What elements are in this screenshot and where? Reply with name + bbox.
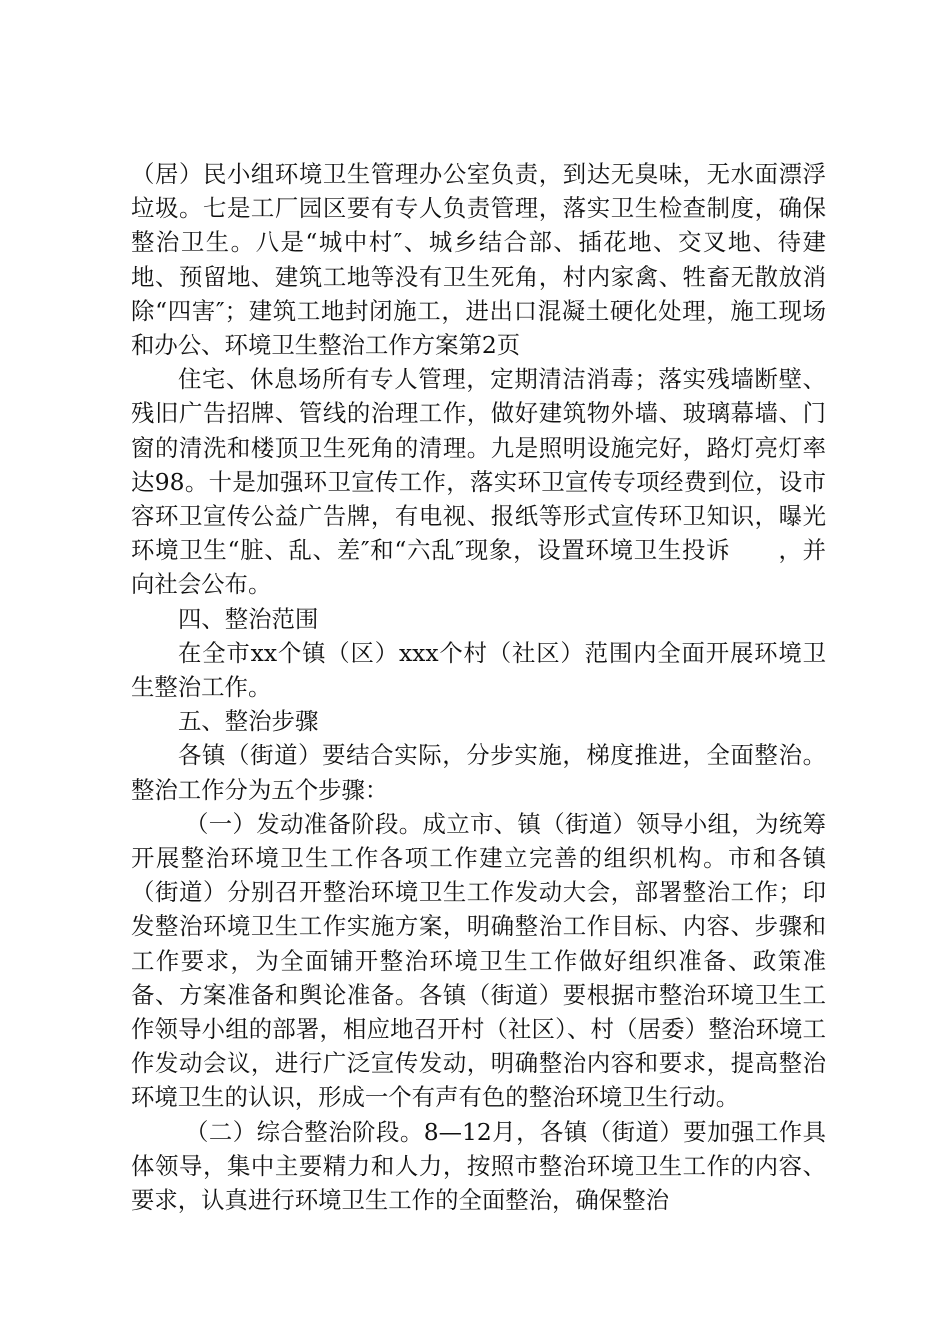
paragraph-residential-management: 住宅、休息场所有专人管理，定期清洁消毒；落实残墙断壁、残旧广告招牌、管线的治理工作，做好建筑物外墙、玻璃幕墙、门窗的清洗和楼顶卫生死角的清理。九是照明设施完好，路灯亮灯率达98。十是加强环卫宣传工作，落实环卫宣传专项经费到位，设市容环卫宣传公益广告牌，有电视、报纸等形式宣传环卫知识，曝光环境卫生“脏、乱、差″和“六乱″现象，设置环境卫生投诉 ，并向社会公布。 bbox=[131, 365, 826, 599]
paragraph-steps-intro: 各镇（街道）要结合实际，分步实施，梯度推进，全面整治。整治工作分为五个步骤： bbox=[131, 741, 826, 804]
section-heading-scope: 四、整治范围 bbox=[178, 604, 319, 633]
paragraph-step-two: （二）综合整治阶段。8—12月，各镇（街道）要加强工作具体领导，集中主要精力和人力，按照市整治环境卫生工作的内容、要求，认真进行环境卫生工作的全面整治，确保整治 bbox=[131, 1117, 826, 1215]
paragraph-step-one: （一）发动准备阶段。成立市、镇（街道）领导小组，为统筹开展整治环境卫生工作各项工作建立完善的组织机构。市和各镇（街道）分别召开整治环境卫生工作发动大会，部署整治工作；印发整治环境卫生工作实施方案，明确整治工作目标、内容、步骤和工作要求，为全面铺开整治环境卫生工作做好组织准备、政策准备、方案准备和舆论准备。各镇（街道）要根据市整治环境卫生工作领导小组的部署，相应地召开村（社区）、村（居委）整治环境工作发动会议，进行广泛宣传发动，明确整治内容和要求，提高整治环境卫生的认识，形成一个有声有色的整治环境卫生行动。 bbox=[131, 809, 826, 1112]
paragraph-scope: 在全市xx个镇（区）xxx个村（社区）范围内全面开展环境卫生整治工作。 bbox=[131, 638, 826, 702]
section-heading-steps: 五、整治步骤 bbox=[178, 707, 319, 736]
paragraph-continuation: （居）民小组环境卫生管理办公室负责，到达无臭味，无水面漂浮垃圾。七是工厂园区要有专人负责管理，落实卫生检查制度，确保整治卫生。八是“城中村″、城乡结合部、插花地、交叉地、待建地、预留地、建筑工地等没有卫生死角，村内家禽、牲畜无散放消除“四害″；建筑工地封闭施工，进出口混凝土硬化处理，施工现场和办公、环境卫生整治工作方案第2页 bbox=[131, 160, 826, 360]
document-body bbox=[131, 157, 826, 1217]
